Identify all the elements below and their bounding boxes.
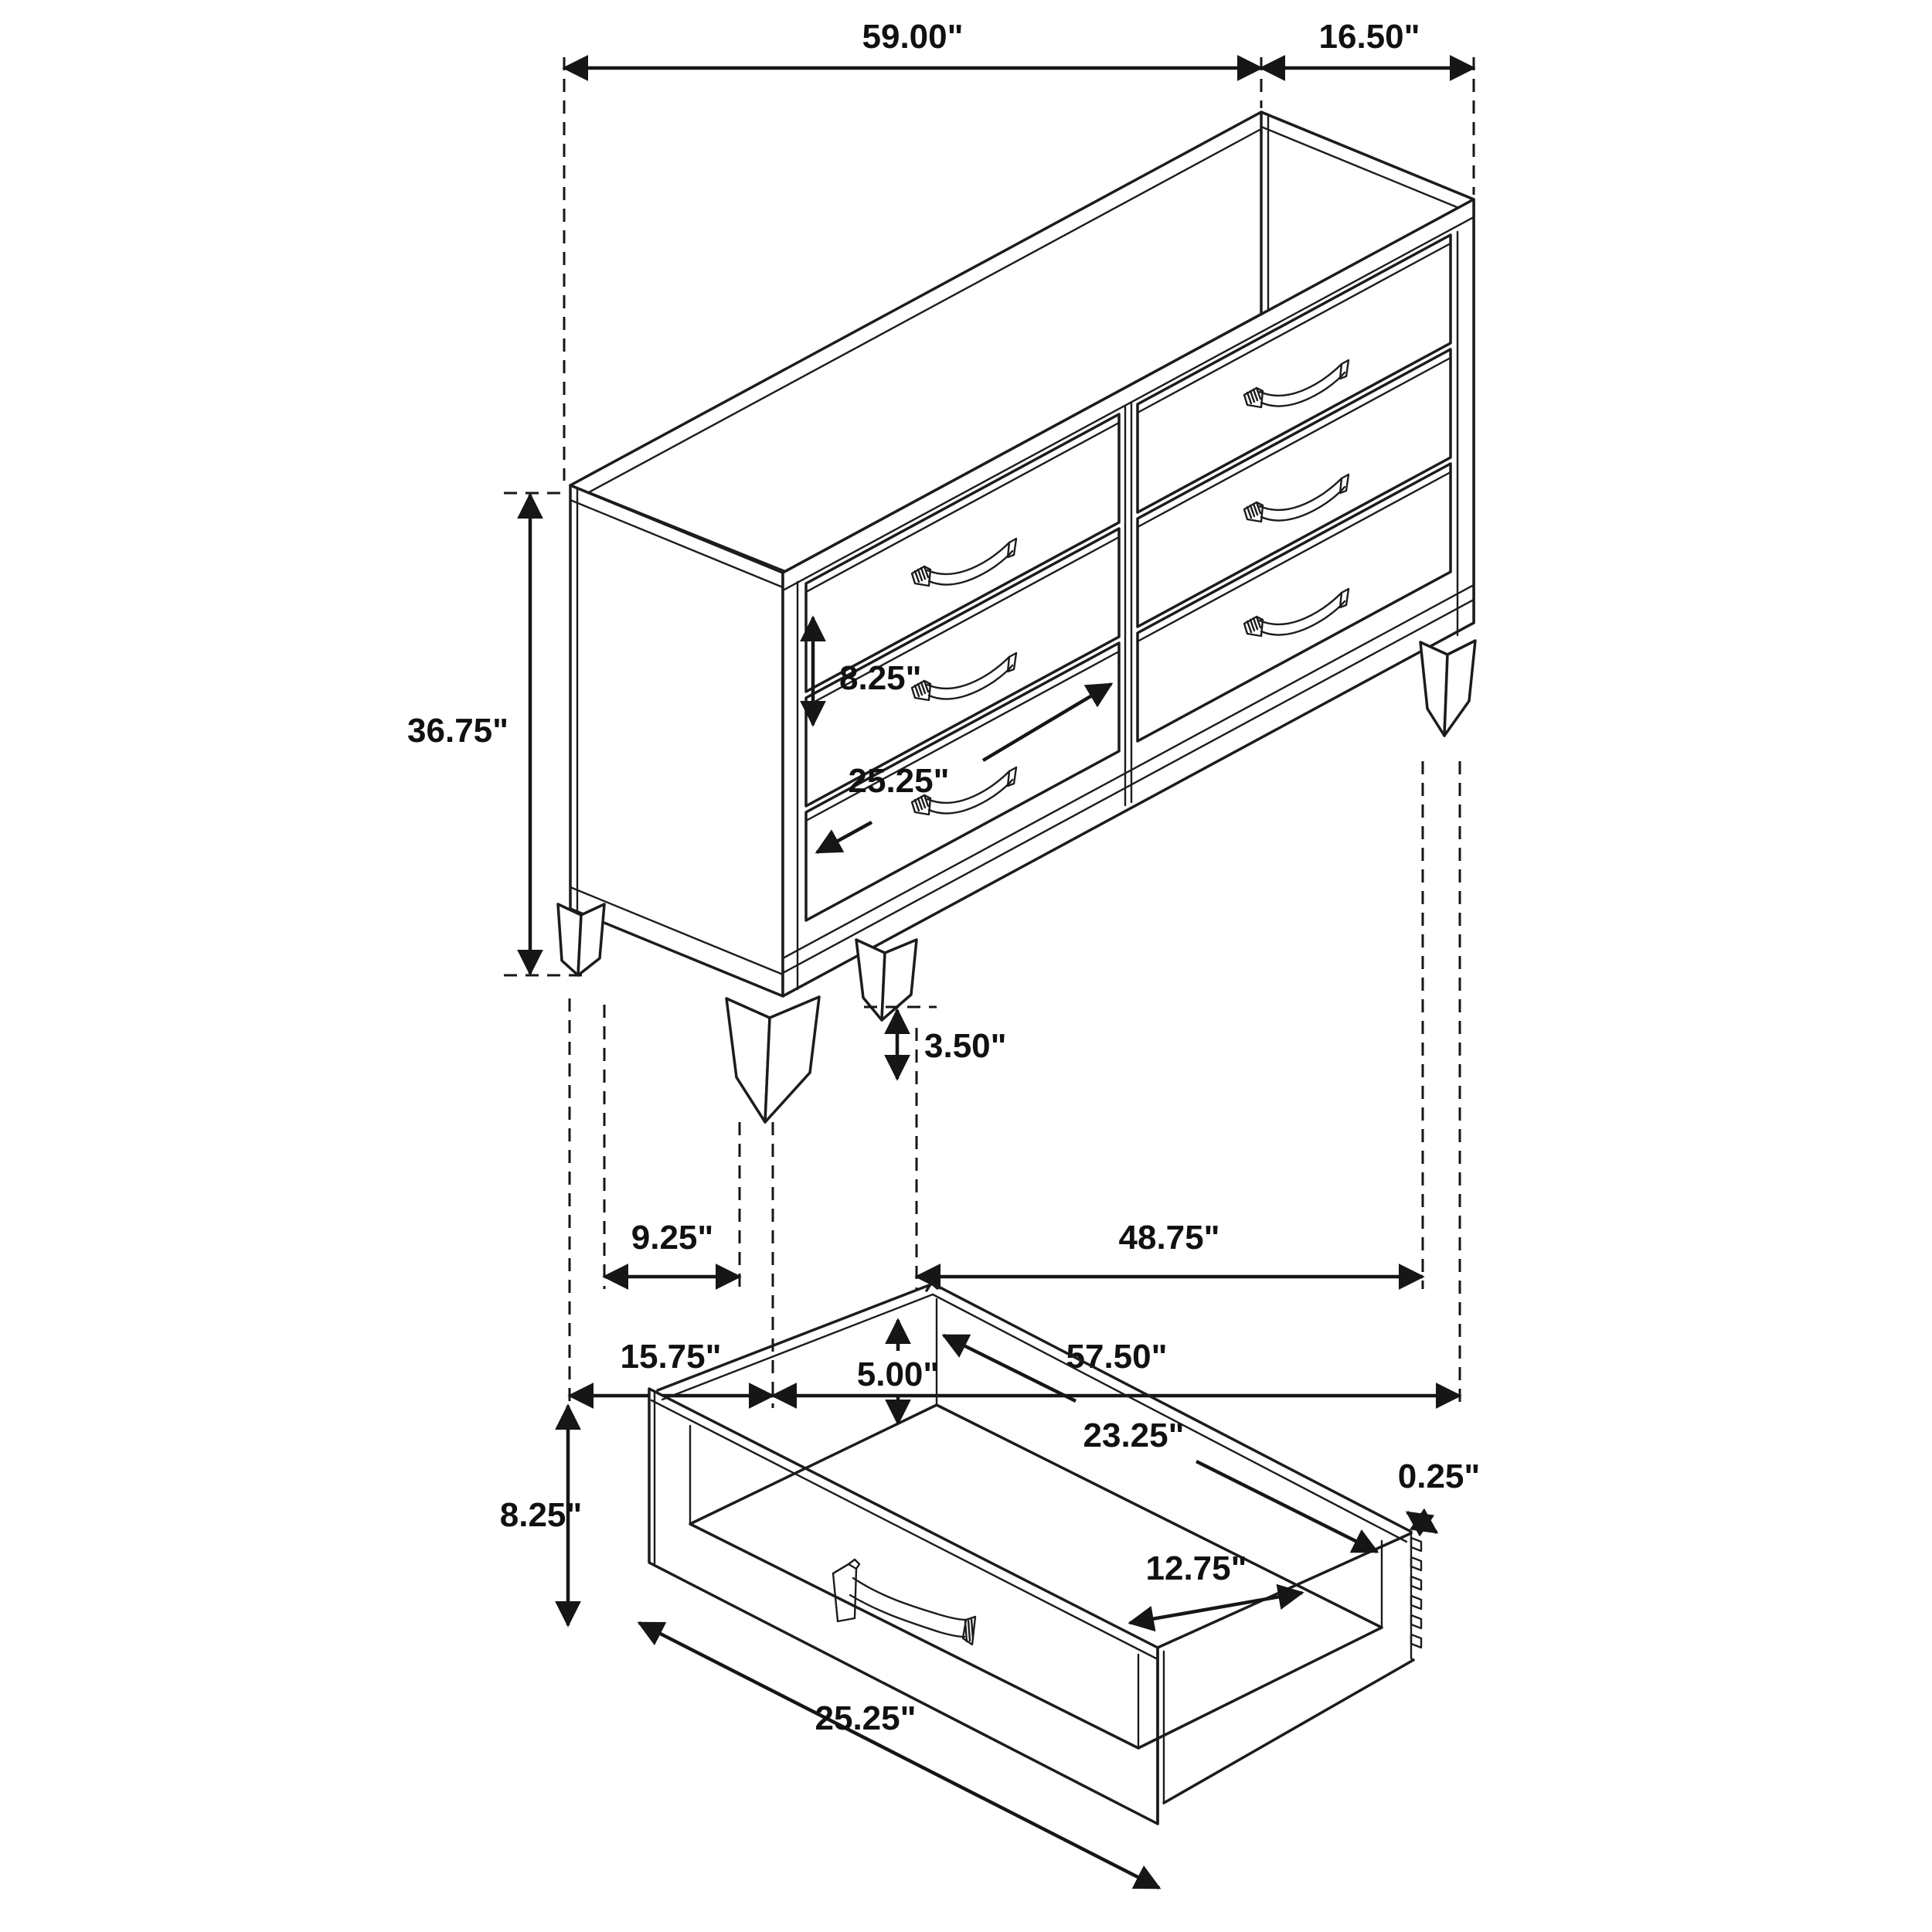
dim-drawer-inner-height <box>857 1320 940 1423</box>
dim-drawer-panel-thickness-label: 0.25" <box>1397 1458 1481 1495</box>
dim-base-front-width-label: 57.50" <box>1066 1338 1168 1376</box>
dim-top-depth-label: 16.50" <box>1318 18 1420 56</box>
drawer-box-body <box>649 1283 1421 1824</box>
dim-drawer-inner-width-label: 12.75" <box>1145 1549 1247 1587</box>
dim-drawer-panel-height <box>500 1406 583 1625</box>
dim-overall-height-label: 36.75" <box>407 712 509 750</box>
dresser-figure <box>407 18 1475 1408</box>
dim-drawer-panel-height-label: 8.25" <box>499 1496 583 1534</box>
dim-drawer-inner-width <box>1130 1549 1302 1623</box>
dovetail-joint <box>1411 1533 1421 1660</box>
drawer-back-top-edge <box>931 1283 1411 1532</box>
foot-front-left <box>726 997 819 1122</box>
dim-overall-height <box>407 495 530 974</box>
dim-top-width-label: 59.00" <box>862 18 964 56</box>
drawer-interior-bottom <box>690 1405 1382 1748</box>
foot-back-left <box>558 904 604 975</box>
dim-foot-gap-side <box>604 1219 740 1277</box>
dresser-carcass <box>570 112 1474 996</box>
dim-foot-gap-side-label: 9.25" <box>631 1219 714 1257</box>
dim-drawer-front-height-label: 8.25" <box>839 659 922 697</box>
dim-front-leg-span-label: 48.75" <box>1118 1219 1220 1257</box>
dim-side-footprint-label: 15.75" <box>620 1338 722 1376</box>
dim-drawer-inner-height-label: 5.00" <box>856 1355 940 1393</box>
dim-top-width <box>564 18 1261 68</box>
dim-side-footprint <box>570 1338 773 1396</box>
foot-front-right <box>1420 641 1475 736</box>
dim-foot-clearance-label: 3.50" <box>924 1027 1007 1065</box>
dim-top-depth <box>1261 18 1474 68</box>
dim-front-leg-span <box>917 1219 1423 1277</box>
dim-foot-clearance <box>897 1010 1007 1079</box>
dim-drawer-panel-thickness <box>1398 1458 1481 1532</box>
dim-drawer-inner-length-label: 23.25" <box>1083 1417 1185 1454</box>
dim-drawer-panel-width-label: 25.25" <box>815 1699 917 1737</box>
dim-drawer-front-width-label: 25.25" <box>848 762 950 800</box>
